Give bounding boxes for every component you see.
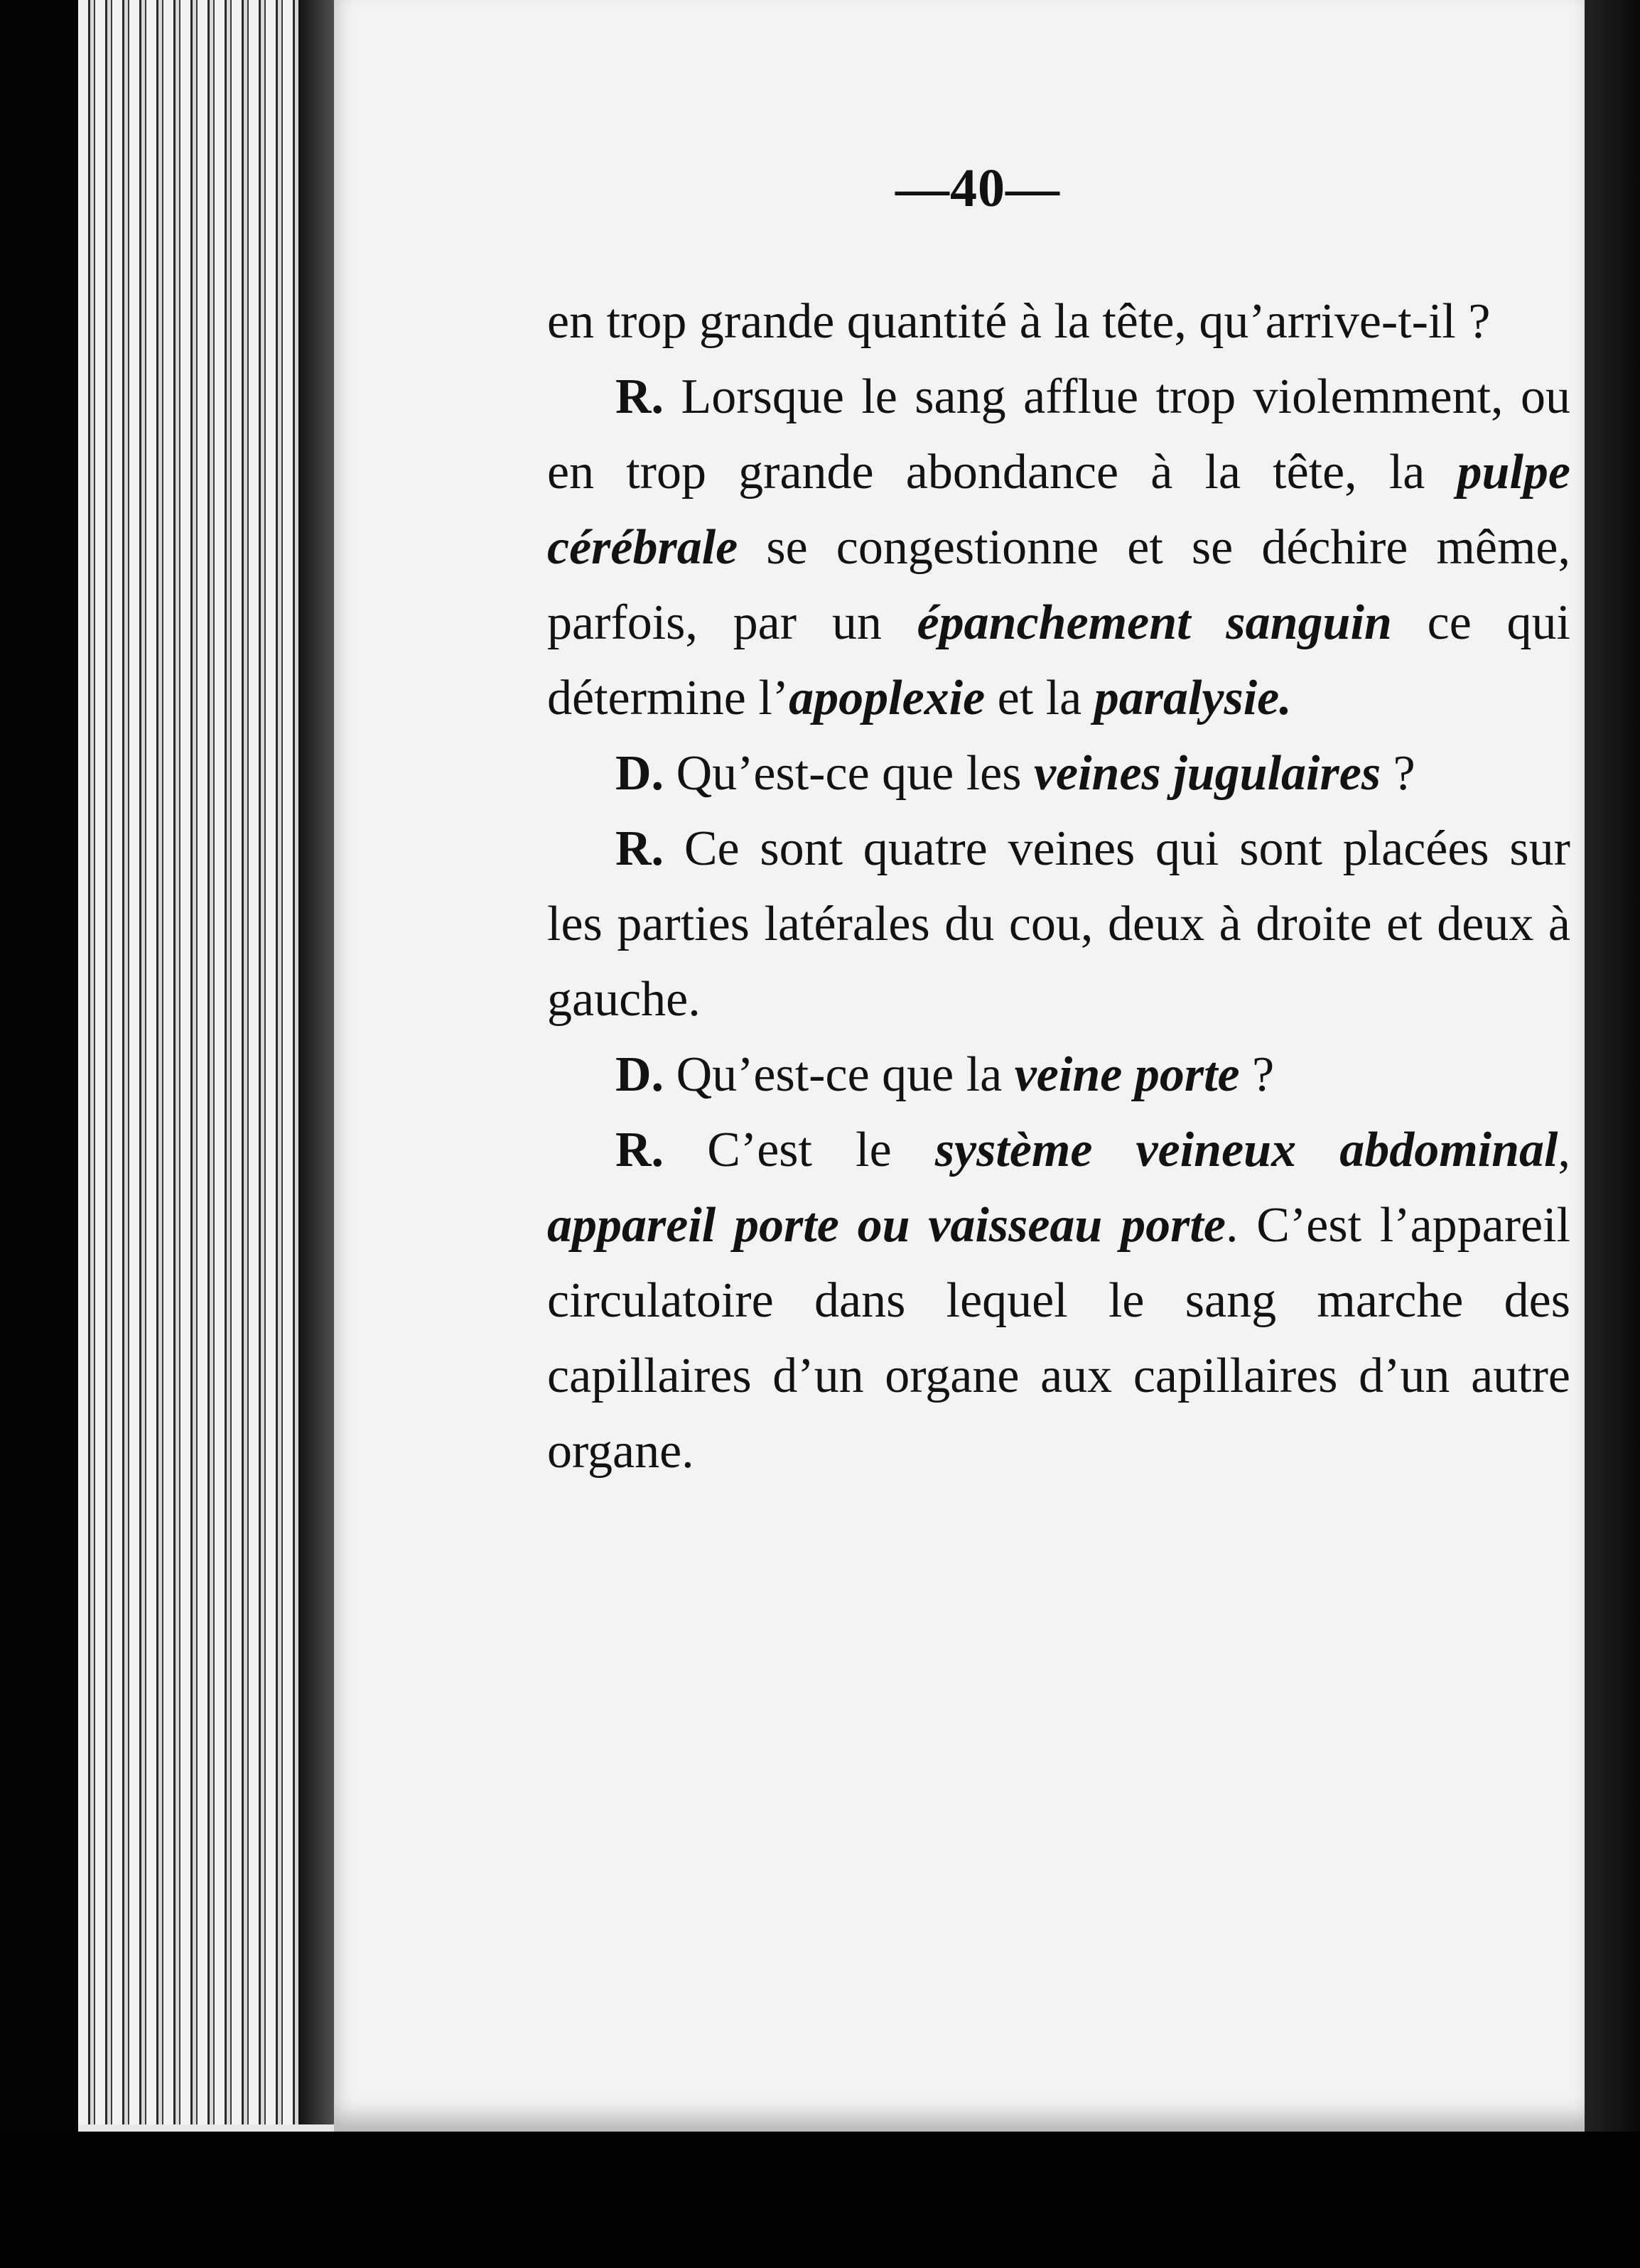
paragraph (547, 1037, 1570, 1113)
text-run: . C’est l’appareil circulatoire dans lequel le sang marche des capillaires d’un organe aux capillaires d’un autre organe. (547, 1198, 1571, 1479)
text-run: en trop grande quantité à la tête, qu’arrive-t-il ? (547, 294, 1491, 349)
italic-term: épanchement sanguin (917, 595, 1392, 650)
paragraph (547, 284, 1570, 360)
text-run: Lorsque le sang afflue trop violemment, ou en trop grande abondance à la tête, la (547, 369, 1570, 500)
right-page-edge (1585, 0, 1640, 2268)
paragraph (547, 736, 1570, 811)
italic-term: pulpe cérébrale (547, 445, 1570, 575)
italic-term: système veineux abdominal (934, 1123, 1558, 1177)
text-run: C’est le (664, 1123, 935, 1177)
text-run: ce qui détermine l’ (547, 595, 1570, 725)
body-text (547, 284, 1570, 1489)
paragraph-lead-marker: D. (615, 1047, 664, 1102)
text-run: Qu’est-ce que la (664, 1047, 1015, 1102)
paragraph-lead-marker: D. (615, 746, 664, 801)
paragraph-lead-marker: R. (615, 821, 664, 876)
text-run: , (1558, 1123, 1570, 1177)
paragraph (547, 1113, 1570, 1489)
paragraph (547, 811, 1570, 1037)
text-run: ? (1239, 1047, 1275, 1102)
paragraph-lead-marker: R. (615, 369, 664, 424)
text-run: ? (1381, 746, 1415, 801)
text-run: Qu’est-ce que les (664, 746, 1034, 801)
paragraph (547, 360, 1570, 736)
italic-term: appareil porte ou vaisseau porte (547, 1198, 1226, 1253)
text-run: Ce sont quatre veines qui sont placées sur les parties latérales du cou, deux à droite et deux à gauche. (547, 821, 1570, 1027)
text-run: et la (985, 671, 1094, 725)
italic-term: veine porte (1014, 1047, 1240, 1102)
page-number: —40— (895, 158, 1060, 218)
italic-term: apoplexie (789, 671, 986, 725)
paragraph-lead-marker: R. (615, 1123, 664, 1177)
scan-background (0, 2132, 1640, 2268)
text-run: se congestionne et se déchire même, parfois, par un (547, 520, 1570, 650)
italic-term: veines jugulaires (1033, 746, 1381, 801)
italic-term: paralysie. (1094, 671, 1292, 725)
